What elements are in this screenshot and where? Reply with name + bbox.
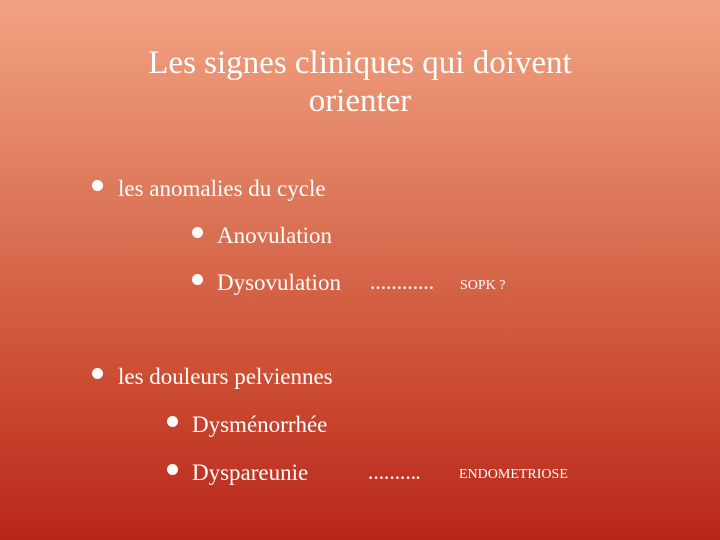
diagnosis-tag-endometriose: ENDOMETRIOSE [459, 467, 568, 482]
title-line-2: orienter [308, 83, 412, 119]
bullet-icon [167, 416, 178, 427]
subitem-anovulation: Anovulation [217, 223, 332, 248]
bullet-icon [192, 227, 203, 238]
list-item-cycle-anomalies: les anomalies du cycle [118, 176, 326, 201]
bullet-icon [192, 274, 203, 285]
leader-dots: ………. [368, 466, 420, 483]
title-line-1: Les signes cliniques qui doivent [148, 45, 572, 81]
bullet-icon [167, 464, 178, 475]
bullet-icon [92, 180, 103, 191]
subitem-dyspareunie: Dyspareunie [192, 460, 309, 485]
bullet-icon [92, 368, 103, 379]
subitem-dysovulation: Dysovulation [217, 270, 341, 295]
diagnosis-tag-sopk: SOPK ? [460, 278, 506, 293]
subitem-dysmenorrhee: Dysménorrhée [192, 412, 328, 437]
slide-title [60, 44, 660, 120]
list-item-pelvic-pain: les douleurs pelviennes [118, 364, 333, 389]
leader-dots: ………… [370, 276, 434, 293]
